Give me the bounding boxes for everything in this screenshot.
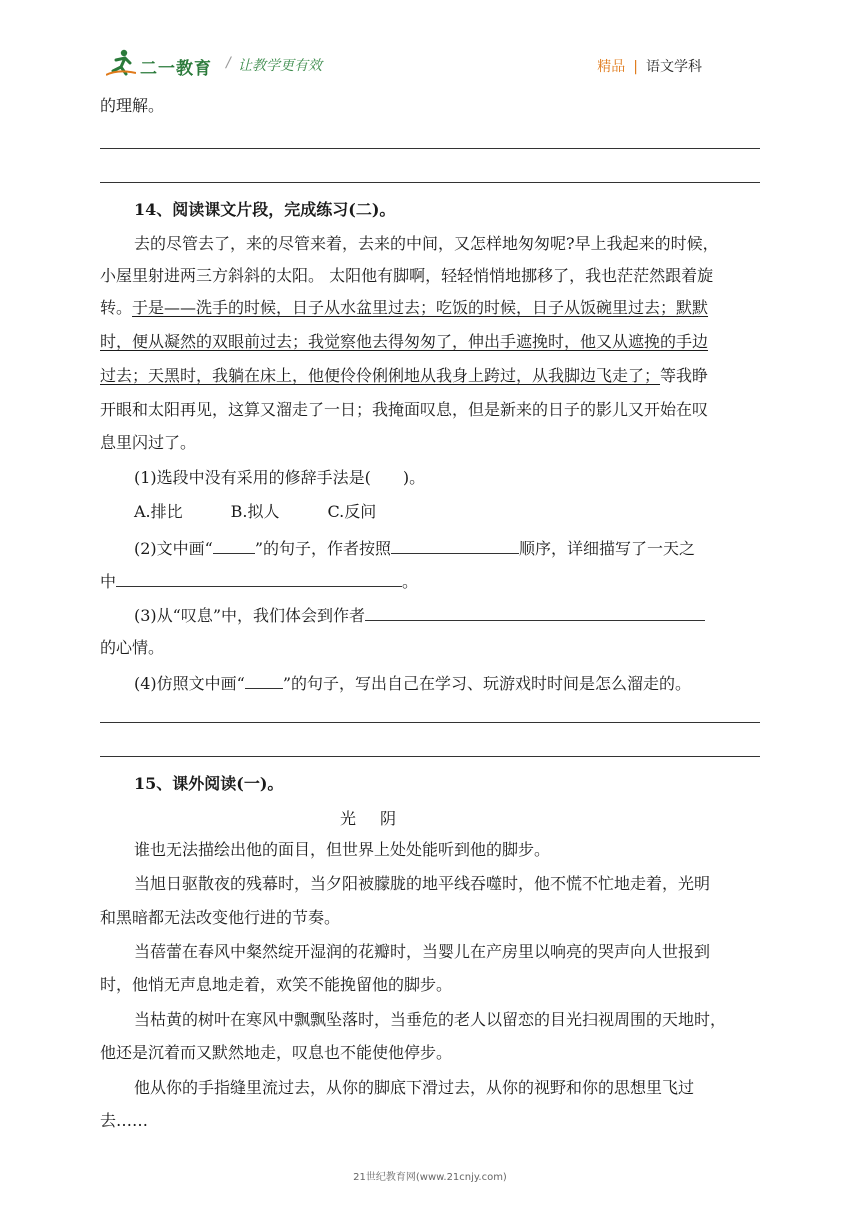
quality-badge: 精品 — [597, 59, 626, 75]
underlined-sentence: 过去；天黑时，我躺在床上，他便伶伶俐俐地从我身上跨过，从我脚边飞走了； — [100, 366, 661, 385]
answer-blank[interactable] — [365, 604, 705, 621]
passage-line: 当旭日驱散夜的残幕时，当夕阳被朦胧的地平线吞噬时，他不慌不忙地走着，光明 — [134, 874, 711, 893]
sub-question-text: ”的句子，作者按照 — [254, 539, 392, 558]
sub-question-3 — [134, 604, 794, 626]
page-footer: 21世纪教育网(www.21cnjy.com) — [353, 1172, 507, 1183]
answer-line[interactable] — [100, 182, 760, 183]
passage-line: 去的尽管去了，来的尽管来着，去来的中间，又怎样地匆匆呢?早上我起来的时候， — [134, 234, 719, 253]
passage-line: 去…… — [100, 1111, 149, 1130]
underline-sample — [213, 537, 255, 554]
header-separator: / — [226, 55, 231, 71]
sub-question-2-cont — [100, 570, 760, 592]
passage-line: 时，他悄无声息地走着，欢笑不能挽留他的脚步。 — [100, 975, 453, 994]
sub-question-2 — [134, 537, 794, 559]
passage-line: 谁也无法描绘出他的面目，但世界上处处能听到他的脚步。 — [134, 840, 551, 859]
header-slogan: 让教学更有效 — [238, 58, 322, 74]
passage-line — [100, 366, 760, 386]
sub-question-3-cont: 的心情。 — [100, 638, 165, 657]
header-bar: | — [633, 59, 638, 75]
passage-title: 光阴 — [340, 809, 421, 828]
answer-line[interactable] — [100, 756, 760, 757]
sub-question-text: (4)仿照文中画“ — [134, 674, 245, 693]
question-14-heading: 14、阅读课文片段，完成练习(二)。 — [134, 200, 396, 219]
sub-question-text: ”的句子，写出自己在学习、玩游戏时时间是怎么溜走的。 — [282, 674, 692, 693]
passage-text: 转。 — [100, 298, 133, 317]
passage-text: 等我睁 — [660, 366, 709, 385]
passage-line: 和黑暗都无法改变他行进的节奏。 — [100, 908, 341, 927]
underline-sample — [245, 672, 283, 689]
sub-question-text: 。 — [402, 572, 419, 591]
logo-text: 二一教育 — [140, 59, 212, 79]
passage-line: 他还是沉着而又默然地走，叹息也不能使他停步。 — [100, 1043, 453, 1062]
underlined-sentence: 于是——洗手的时候，日子从水盆里过去；吃饭的时候，日子从饭碗里过去；默默 — [132, 298, 709, 317]
passage-line — [100, 298, 760, 318]
sub-question-1: (1)选段中没有采用的修辞手法是( )。 — [134, 468, 426, 487]
subject-label: 语文学科 — [646, 59, 702, 75]
passage-line: 小屋里射进两三方斜斜的太阳。 太阳他有脚啊，轻轻悄悄地挪移了，我也茫茫然跟着旋 — [100, 266, 714, 285]
sub-question-text: (3)从“叹息”中，我们体会到作者 — [134, 606, 366, 625]
answer-line[interactable] — [100, 148, 760, 149]
runner-logo-icon — [106, 48, 136, 78]
page-header — [100, 48, 760, 82]
answer-blank[interactable] — [391, 537, 519, 554]
sub-question-text: (2)文中画“ — [134, 539, 213, 558]
passage-line: 他从你的手指缝里流过去，从你的脚底下滑过去，从你的视野和你的思想里飞过 — [134, 1078, 695, 1097]
header-right — [597, 56, 702, 76]
passage-line: 当枯黄的树叶在寒风中飘飘坠落时，当垂危的老人以留恋的目光扫视周围的天地时， — [134, 1010, 727, 1029]
sub-question-4 — [134, 672, 794, 694]
answer-options: A.排比 B.拟人 C.反问 — [134, 502, 377, 521]
continued-text: 的理解。 — [100, 96, 165, 115]
answer-blank[interactable] — [116, 570, 402, 587]
passage-line: 开眼和太阳再见，这算又溜走了一日；我掩面叹息，但是新来的日子的影儿又开始在叹 — [100, 400, 709, 419]
sub-question-text: 中 — [100, 572, 117, 591]
passage-line: 息里闪过了。 — [100, 433, 197, 452]
underlined-sentence: 时，便从凝然的双眼前过去；我觉察他去得匆匆了，伸出手遮挽时，他又从遮挽的手边 — [100, 332, 709, 351]
passage-line: 当蓓蕾在春风中粲然绽开湿润的花瓣时，当婴儿在产房里以响亮的哭声向人世报到 — [134, 942, 711, 961]
question-15-heading: 15、课外阅读(一)。 — [134, 774, 284, 793]
sub-question-text: 顺序，详细描写了一天之 — [519, 539, 696, 558]
answer-line[interactable] — [100, 722, 760, 723]
